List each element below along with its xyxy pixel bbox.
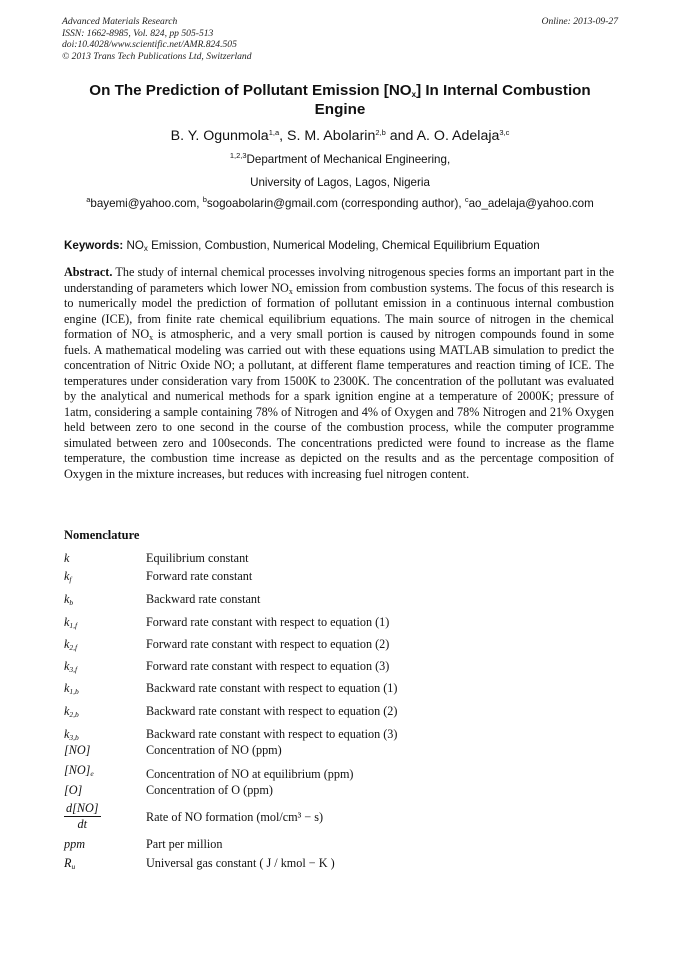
nomenclature-description: Backward rate constant with respect to equation (3) xyxy=(146,727,398,741)
nomenclature-description: Backward rate constant with respect to equation (2) xyxy=(146,704,398,718)
nomenclature-description: Forward rate constant with respect to equation (2) xyxy=(146,637,390,651)
nomenclature-row xyxy=(64,763,614,783)
author-name: S. M. Abolarin xyxy=(287,128,376,144)
nomenclature-symbol: k xyxy=(64,551,70,565)
nomenclature-symbol: [NO] xyxy=(64,743,91,757)
nomenclature-description: Backward rate constant with respect to equation (1) xyxy=(146,681,398,695)
nomenclature-description: Backward rate constant xyxy=(146,592,261,606)
nomenclature-description: Equilibrium constant xyxy=(146,551,249,565)
nomenclature-symbol: ppm xyxy=(64,837,85,851)
nomenclature-heading: Nomenclature xyxy=(64,528,140,542)
affiliation-university: University of Lagos, Lagos, Nigeria xyxy=(250,176,430,189)
nomenclature-description: Universal gas constant ( J / kmol − K ) xyxy=(146,856,335,870)
nomenclature-symbol: $R_u$ xyxy=(64,856,76,871)
online-date: Online: 2013-09-27 xyxy=(541,16,618,27)
email-link[interactable]: ao_adelaja@yahoo.com xyxy=(468,197,594,210)
nomenclature-symbol: $k_{3,f}$ xyxy=(64,659,78,674)
derivative-fraction: $\frac{d[NO]}{dt}$ xyxy=(66,801,99,831)
abstract-paragraph: Abstract. The study of internal chemical processes involving nitrogenous species forms an important part in the understanding of parameters which lower $NO_x$ emission from combustion systems. The focus of this research is to numerically model the prediction of formation of pollutant emission in a continuous internal combustion engine (ICE), from finite rate chemical equilibrium equations. The main source of nitrogen in the chemical formation of $NO_x$ is atmospheric, and a very small portion is caused by nitrogen compounds found in some fuels. A mathematical modeling was carried out with these equations using MATLAB simulation to predict the concentration of Nitric Oxide NO; a pollutant, at different flame temperatures and reaction timing of ICE. The temperatures under consideration vary from 1500K to 2300K. The concentration of the pollutant was evaluated by the analytical and numerical methods for a spark ignition engine at a temperature of 2000K; pressure of 1atm, considering a sample containing 78% of Nitrogen and 4% of Oxygen and 78% Nitrogen and 21% Oxygen held between zero to one second in the course of the combustion process, while the computer programme simulated between zero and 100seconds. The concentrations predicted were found to increase as the flame temperature, the combustion time increase as depicted on the results and as the percentage composition of Oxygen in the mixture increases, but reduces with increasing fuel nitrogen content. xyxy=(64,265,614,481)
author-name: B. Y. Ogunmola xyxy=(170,128,269,144)
nomenclature-row xyxy=(64,681,614,701)
nomenclature-row xyxy=(64,743,614,763)
nomenclature-symbol: $k_{2,f}$ xyxy=(64,637,78,652)
paper-title: On The Prediction of Pollutant Emission $[NO_x]$ In Internal Combustion Engine xyxy=(89,82,591,118)
nomenclature-symbol: $k_{1,b}$ xyxy=(64,681,79,696)
nomenclature-description: Concentration of NO (ppm) xyxy=(146,743,282,757)
keywords-label: Keywords: xyxy=(64,239,124,252)
nomenclature-symbol: $[NO]_e$ xyxy=(64,763,94,778)
nomenclature-description: Concentration of O (ppm) xyxy=(146,783,273,797)
nomenclature-symbol: $k_f$ xyxy=(64,569,72,584)
author-list: B. Y. Ogunmola$^{1,a}$, S. M. Abolarin$^{2,b}$ and A. O. Adelaja$^{3,c}$ xyxy=(170,128,510,144)
keywords-line: Keywords: $NO_x$ Emission, Combustion, Numerical Modeling, Chemical Equilibrium Equation xyxy=(64,239,540,253)
abstract-label: Abstract. xyxy=(64,265,113,279)
journal-name: Advanced Materials Research xyxy=(62,16,178,27)
affiliation-department: $^{1,2,3}$Department of Mechanical Engineering, xyxy=(229,151,451,166)
nomenclature-row xyxy=(64,837,614,857)
nomenclature-row xyxy=(64,856,614,876)
nomenclature-symbol: $k_{3,b}$ xyxy=(64,727,79,742)
nomenclature-row xyxy=(64,569,614,589)
nomenclature-symbol: $k_{2,b}$ xyxy=(64,704,79,719)
doi-line[interactable]: doi:10.4028/www.scientific.net/AMR.824.505 xyxy=(62,39,237,50)
nomenclature-description: Forward rate constant with respect to equation (3) xyxy=(146,659,390,673)
nomenclature-row xyxy=(64,637,614,657)
nomenclature-description: Part per million xyxy=(146,837,223,851)
email-link[interactable]: bayemi@yahoo.com, xyxy=(90,197,203,210)
nomenclature-description: Forward rate constant with respect to equation (1) xyxy=(146,615,390,629)
nomenclature-description: Rate of NO formation (mol/cm³ − s) xyxy=(146,810,324,824)
nomenclature-row xyxy=(64,704,614,724)
author-name: A. O. Adelaja xyxy=(416,128,500,144)
nomenclature-symbol: $k_{1,f}$ xyxy=(64,615,78,630)
nomenclature-row xyxy=(64,551,614,571)
issn-line: ISSN: 1662-8985, Vol. 824, pp 505-513 xyxy=(62,27,214,39)
author-emails: $^a$bayemi@yahoo.com, $^b$sogoabolarin@gmail.com (corresponding author), $^c$ao_adelaja@yahoo.com xyxy=(86,195,594,210)
nomenclature-symbol: $k_b$ xyxy=(64,592,74,607)
copyright-line: © 2013 Trans Tech Publications Ltd, Switzerland xyxy=(62,50,252,62)
email-link[interactable]: sogoabolarin@gmail.com (corresponding author), xyxy=(206,197,465,210)
nomenclature-row xyxy=(64,801,614,835)
nomenclature-symbol: [O] xyxy=(64,783,83,797)
nomenclature-row xyxy=(64,783,614,803)
nomenclature-description: Concentration of NO at equilibrium (ppm) xyxy=(146,767,354,781)
nomenclature-symbol xyxy=(64,801,101,832)
nomenclature-description: Forward rate constant xyxy=(146,569,253,583)
nomenclature-row xyxy=(64,615,614,635)
nomenclature-row xyxy=(64,659,614,679)
journal-header xyxy=(62,16,618,62)
nomenclature-row xyxy=(64,592,614,612)
